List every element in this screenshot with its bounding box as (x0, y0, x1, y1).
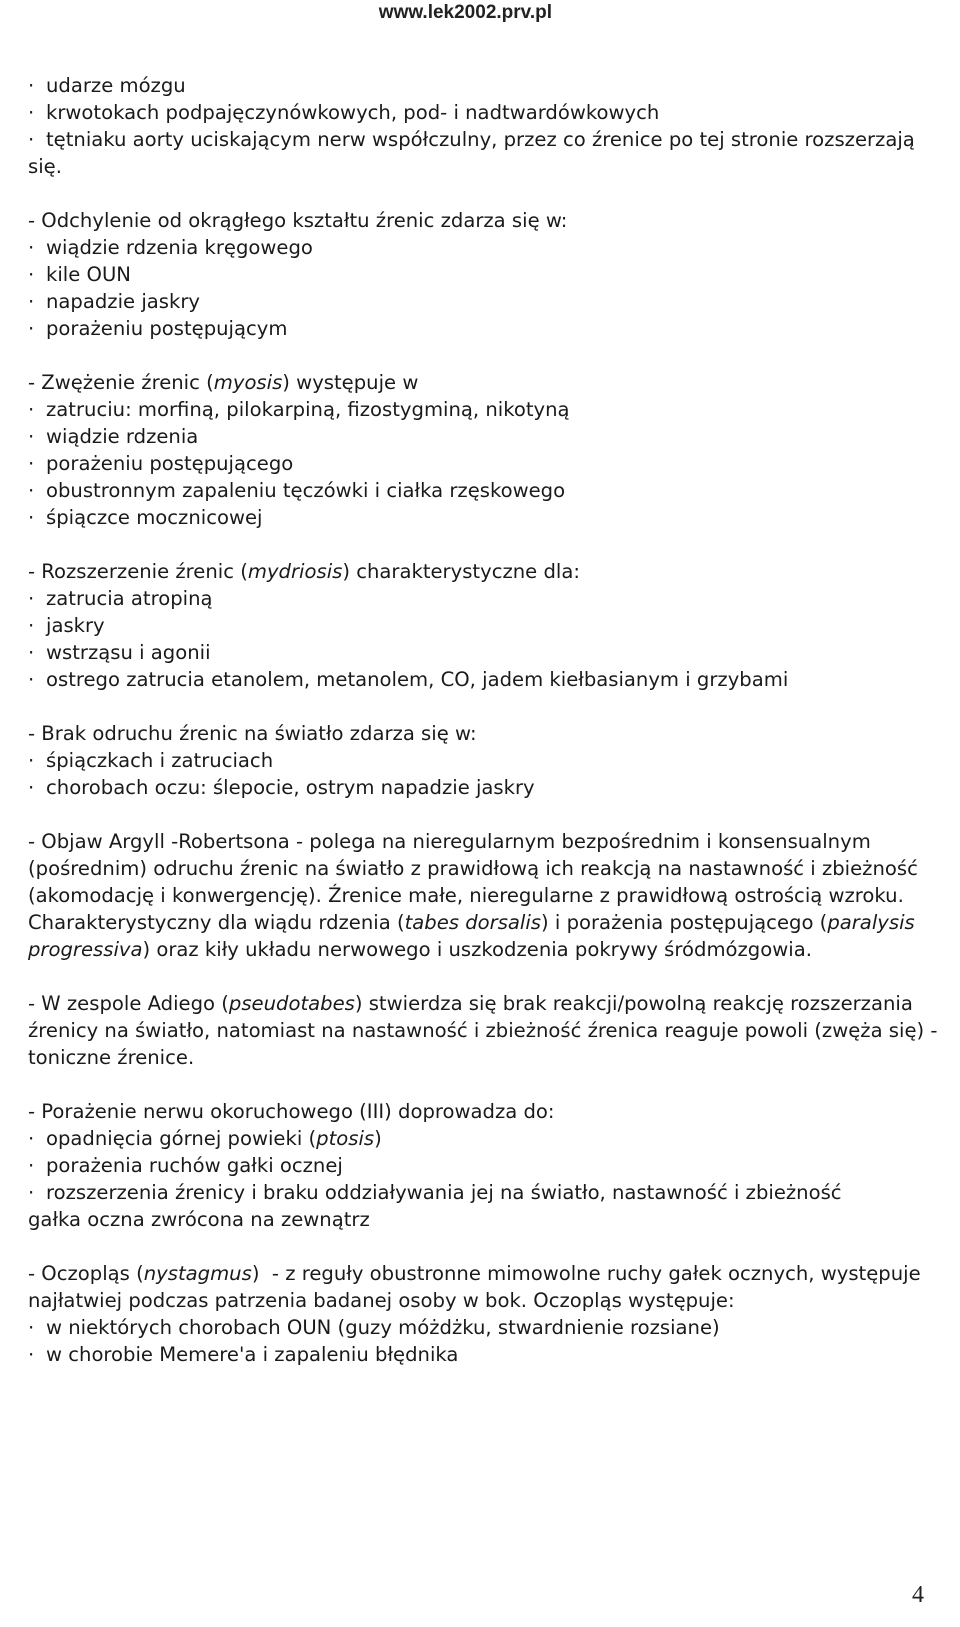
list-item-text: chorobach oczu: ślepocie, ostrym napadzie jaskry (46, 776, 535, 799)
list-item (28, 612, 940, 639)
list-item-text: wstrząsu i agonii (46, 641, 211, 664)
latin-term: myosis (213, 371, 283, 394)
list-item-text-part: ) (374, 1127, 382, 1150)
section-heading (28, 558, 940, 585)
paragraph-text: ) stwierdza się brak reakcji/powolną reakcję rozszerzania źrenicy na światło, natomiast na nastawność i zbieżność źrenica reaguje powoli (zwęża się) - toniczne źrenice. (28, 992, 938, 1069)
list-item (28, 423, 940, 450)
bullet-icon: · (28, 776, 35, 799)
list-item-text: rozszerzenia źrenicy i braku oddziaływania jej na światło, nastawność i zbieżność (46, 1181, 842, 1204)
list-item-text: napadzie jaskry (46, 290, 200, 313)
bullet-icon: · (28, 668, 35, 691)
list-item-text: w chorobie Memere'a i zapaleniu błędnika (46, 1343, 459, 1366)
bullet-icon: · (28, 236, 35, 259)
latin-term: ptosis (316, 1127, 375, 1150)
list-item-text: porażeniu postępującym (46, 317, 288, 340)
bullet-icon: · (28, 641, 35, 664)
list-item (28, 774, 940, 801)
bullet-icon: · (28, 479, 35, 502)
bullet-icon: · (28, 1181, 35, 1204)
list-item (28, 288, 940, 315)
section-heading: - Porażenie nerwu okoruchowego (III) doprowadza do: (28, 1100, 555, 1123)
list-item (28, 450, 940, 477)
list-item (28, 72, 940, 99)
section-heading: - Odchylenie od okrągłego kształtu źrenic zdarza się w: (28, 209, 568, 232)
paragraph-text: - Objaw Argyll -Robertsona - polega na nieregularnym bezpośrednim i konsensualnym (pośrednim) odruchu źrenic na światło z prawidłową ich reakcją na nastawność i zbieżność (akomodację i konwergencję). Źrenice małe, nieregularne z prawidłową ostrością wzroku. Charakterystyczny dla wiądu rdzenia ( (28, 830, 918, 934)
bullet-icon: · (28, 749, 35, 772)
list-item (28, 585, 940, 612)
bullet-icon: · (28, 290, 35, 313)
page-number: 4 (912, 1582, 924, 1608)
list-item-text: tętniaku aorty uciskającym nerw współczulny, przez co źrenice po tej stronie rozszerzają się. (28, 128, 915, 178)
bullet-icon: · (28, 263, 35, 286)
section-heading: - Brak odruchu źrenic na światło zdarza się w: (28, 722, 477, 745)
section-oculomotor-palsy (28, 1098, 940, 1233)
paragraph-adie-syndrome (28, 990, 940, 1071)
list-item-text: krwotokach podpajęczynówkowych, pod- i nadtwardówkowych (46, 101, 660, 124)
section-heading (28, 369, 940, 396)
list-item (28, 234, 940, 261)
list-item (28, 747, 940, 774)
list-item-text: kile OUN (46, 263, 131, 286)
bullet-icon: · (28, 128, 35, 151)
paragraph-text: - Oczopląs ( (28, 1262, 144, 1285)
list-item (28, 504, 940, 531)
list-item-text: udarze mózgu (46, 74, 186, 97)
paragraph-text: ) - z reguły obustronne mimowolne ruchy gałek ocznych, występuje najłatwiej podczas patrzenia badanej osoby w bok. Oczopląs występuje: (28, 1262, 927, 1312)
paragraph-argyll-robertson (28, 828, 940, 963)
list-item (28, 126, 940, 180)
bullet-icon: · (28, 452, 35, 475)
latin-term: paralysis progressiva (28, 911, 915, 961)
paragraph-nystagmus (28, 1260, 940, 1314)
list-item-text: obustronnym zapaleniu tęczówki i ciałka rzęskowego (46, 479, 566, 502)
list-item (28, 666, 940, 693)
section-nystagmus (28, 1260, 940, 1368)
paragraph-text: ) oraz kiły układu nerwowego i uszkodzenia pokrywy śródmózgowia. (142, 938, 812, 961)
heading-text: ) występuje w (282, 371, 419, 394)
list-item-text: wiądzie rdzenia kręgowego (46, 236, 313, 259)
section-pupil-shape (28, 207, 940, 342)
latin-term: pseudotabes (228, 992, 355, 1015)
bullet-icon: · (28, 1154, 35, 1177)
list-item-text: wiądzie rdzenia (46, 425, 199, 448)
section-miosis (28, 369, 940, 531)
heading-text: - Rozszerzenie źrenic ( (28, 560, 248, 583)
list-item-text: śpiączkach i zatruciach (46, 749, 274, 772)
bullet-icon: · (28, 317, 35, 340)
list-item-text: zatruciu: morfiną, pilokarpiną, fizostygminą, nikotyną (46, 398, 570, 421)
bullet-icon: · (28, 74, 35, 97)
list-item-text: śpiączce mocznicowej (46, 506, 263, 529)
bullet-icon: · (28, 101, 35, 124)
list-item (28, 261, 940, 288)
latin-term: nystagmus (143, 1262, 252, 1285)
heading-text: - Zwężenie źrenic ( (28, 371, 214, 394)
document-body (28, 72, 940, 1395)
bullet-icon: · (28, 614, 35, 637)
paragraph-text: gałka oczna zwrócona na zewnątrz (28, 1208, 370, 1231)
bullet-icon: · (28, 587, 35, 610)
list-item (28, 1179, 940, 1206)
list-item (28, 99, 940, 126)
heading-text: ) charakterystyczne dla: (342, 560, 580, 583)
list-item-text-part: opadnięcia górnej powieki ( (46, 1127, 317, 1150)
site-url-header: www.lek2002.prv.pl (378, 2, 552, 23)
bullet-icon: · (28, 1316, 35, 1339)
list-item-text: ostrego zatrucia etanolem, metanolem, CO, jadem kiełbasianym i grzybami (46, 668, 789, 691)
section-continued-list (28, 72, 940, 180)
bullet-icon: · (28, 425, 35, 448)
list-item (28, 315, 940, 342)
paragraph-text: ) i porażenia postępującego ( (541, 911, 828, 934)
bullet-icon: · (28, 398, 35, 421)
latin-term: tabes dorsalis (404, 911, 542, 934)
section-no-light-reflex (28, 720, 940, 801)
list-item-text: jaskry (46, 614, 105, 637)
bullet-icon: · (28, 506, 35, 529)
list-item (28, 1152, 940, 1179)
list-item-text: porażeniu postępującego (46, 452, 294, 475)
bullet-icon: · (28, 1343, 35, 1366)
list-item (28, 1341, 940, 1368)
section-mydriasis (28, 558, 940, 693)
list-item (28, 477, 940, 504)
bullet-icon: · (28, 1127, 35, 1150)
list-item (28, 1314, 940, 1341)
list-item-text: porażenia ruchów gałki ocznej (46, 1154, 343, 1177)
list-item (28, 639, 940, 666)
list-item-text: zatrucia atropiną (46, 587, 213, 610)
list-item-text (46, 1125, 382, 1152)
list-item-text: w niektórych chorobach OUN (guzy móżdżku, stwardnienie rozsiane) (46, 1316, 720, 1339)
list-item (28, 1125, 940, 1152)
latin-term: mydriosis (247, 560, 343, 583)
list-item (28, 396, 940, 423)
paragraph-text: - W zespole Adiego ( (28, 992, 229, 1015)
